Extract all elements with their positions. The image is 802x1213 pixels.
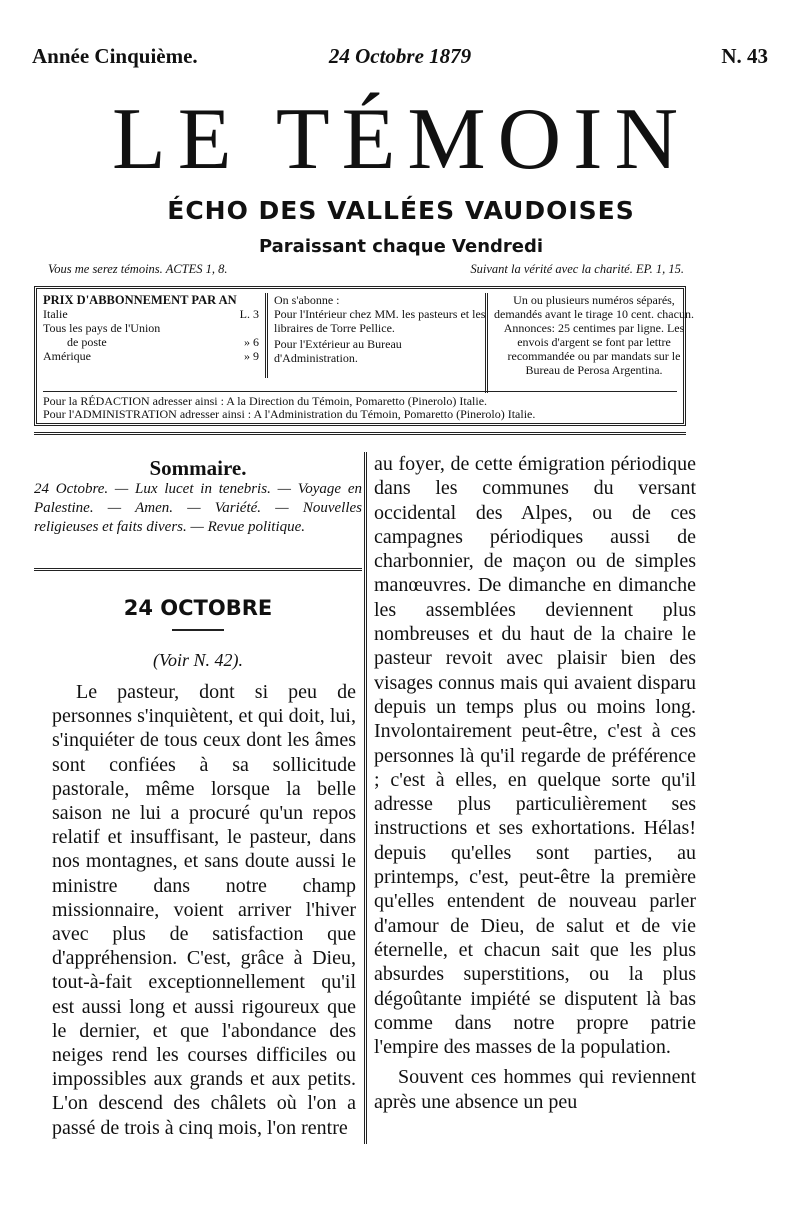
article-paragraph: Le pasteur, dont si peu de personnes s'inquiètent, et qui doit, lui, s'inquiéter de tous ceux dont les âmes sont confiées à sa sollicitude pastorale, même lorsque la belle saison ne lui a procuré qu'un repos relatif et insuffisant, le pasteur, dans nos montagnes, et sans doute aussi le ministre dans notre champ missionnaire, voient arriver l'hiver avec plus de satisfaction que d'appréhension. C'est, grâce à Dieu, tout-à-fait exceptionnellement qu'il est aussi long et aussi rigoureux que le dernier, et que l'abondance des neiges rend les courses difficiles ou impossibles aux grands et aux petits. L'on descend des châlets où l'on a passé de trois à cinq mois, l'on rentre [52, 681, 356, 1139]
article-title: 24 OCTOBRE [123, 596, 273, 620]
masthead-title: LE TÉMOIN [111, 91, 691, 188]
subscribe-column [265, 293, 486, 378]
title-dash [172, 629, 224, 631]
column-divider [364, 452, 367, 1144]
subscribe-interior: Pour l'Intérieur chez MM. les pasteurs et les libraires de Torre Pellice. [274, 307, 486, 335]
price-value: » 6 [244, 335, 259, 349]
article-paragraph: Souvent ces hommes qui reviennent après une absence un peu [374, 1066, 696, 1113]
price-value: » 9 [244, 349, 259, 363]
motto-right: Suivant la vérité avec la charité. EP. 1, 15. [470, 262, 684, 276]
price-label: de poste [67, 335, 107, 349]
publication-frequency: Paraissant chaque Vendredi [258, 236, 544, 257]
article-paragraph: au foyer, de cette émigration périodique dans les communes du versant occidental des Alpes, ou de ces campagnes périodiques aussi de charbonnier, de maçon ou de simples manœuvres. De dimanche en dimanche les assemblées deviennent plus nombreuses et du haut de la chaire le pasteur revoit avec plaisir bien des visages connus mais qui avaient disparu depuis un temps plus ou moins long. Involontairement peut-être, c'est à ces personnes là qu'il regarde de préférence ; c'est à elles, en quelque sorte qu'il adresse plus particulièrement ses instructions et ses exhortations. Hélas! depuis qu'elles sont parties, au printemps, c'est, peut-être la première qu'elles entendent de nouveau parler d'amour de Dieu, de salut et de vie éternelle, et chacun sait que les plus absurdes superstitions, ou la plus dégoûtante impiété se disputent là bas comme dans notre propre patrie l'empire des masses de la population. [374, 453, 696, 1059]
issue-header [32, 44, 768, 74]
price-label: Italie [43, 307, 68, 321]
divider [34, 432, 686, 435]
price-column [43, 293, 259, 363]
price-value: L. 3 [239, 307, 259, 321]
article-right-column [374, 452, 696, 1114]
price-row [43, 349, 259, 363]
article-reference: (Voir N. 42). [153, 650, 243, 670]
motto-left: Vous me serez témoins. ACTES 1, 8. [48, 262, 228, 276]
subscribe-exterior: Pour l'Extérieur au Bureau d'Administration. [274, 337, 402, 365]
sommaire-title: Sommaire. [149, 456, 247, 480]
redaction-address: Pour la RÉDACTION adresser ainsi : A la Direction du Témoin, Pomaretto (Pinerolo) Italie. [43, 391, 677, 409]
administration-address: Pour l'ADMINISTRATION adresser ainsi : A l'Administration du Témoin, Pomaretto (Pinerolo) Italie. [43, 407, 536, 421]
price-row [43, 335, 259, 349]
price-row [43, 307, 259, 321]
issue-number: N. 43 [721, 44, 768, 68]
price-row [43, 321, 259, 335]
issue-date: 24 Octobre 1879 [328, 44, 472, 68]
subscribe-heading: On s'abonne : [274, 293, 340, 307]
article-left-column [52, 680, 356, 1140]
issue-info-column: Un ou plusieurs numéros séparés, demandés avant le tirage 10 cent. chacun. Annonces: 25 centimes par ligne. Les envois d'argent se font par lettre recommandée ou par mandats sur le Bureau de Perosa Argentina. [485, 293, 694, 393]
masthead-subtitle: ÉCHO DES VALLÉES VAUDOISES [167, 196, 635, 225]
price-label: Amérique [43, 349, 91, 363]
subscription-box [34, 286, 694, 426]
sommaire-text: 24 Octobre. — Lux lucet in tenebris. — Voyage en Palestine. — Amen. — Variété. — Nouvelles religieuses et faits divers. — Revue politique. [34, 481, 362, 535]
price-title: PRIX D'ABBONNEMENT PAR AN [43, 293, 237, 307]
price-label: Tous les pays de l'Union [43, 321, 161, 335]
divider [34, 568, 362, 571]
issue-year: Année Cinquième. [32, 44, 198, 68]
